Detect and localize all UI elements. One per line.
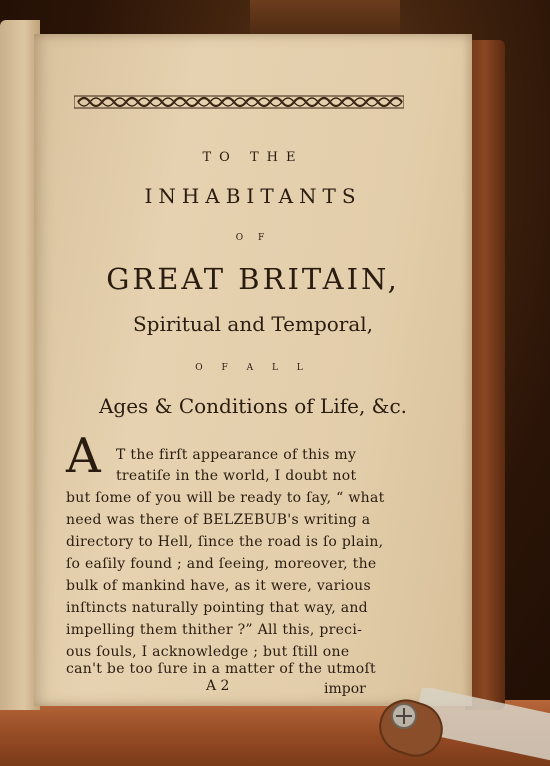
decorative-headpiece: [74, 92, 404, 112]
text-line: but ſome of you will be ready to ſay, “ what: [66, 490, 385, 506]
heading-ages-conditions: Ages & Conditions of Life, &c.: [98, 394, 408, 418]
text-line: directory to Hell, ſince the road is ſo plain,: [66, 534, 384, 550]
text-line: impelling them thither ?” All this, preci-: [66, 622, 363, 638]
page-clip-holder: [376, 688, 550, 766]
page-signature: A 2: [206, 678, 230, 694]
text-line: treatiſe in the world, I doubt not: [116, 468, 357, 484]
text-line: bulk of mankind have, as it were, various: [66, 578, 371, 594]
heading-of-all: O F A L L: [195, 363, 311, 373]
text-line: inſtincts naturally pointing that way, and: [66, 600, 368, 616]
heading-great-britain: GREAT BRITAIN,: [106, 262, 400, 296]
drop-cap: A: [66, 428, 101, 484]
heading-inhabitants: INHABITANTS: [144, 184, 362, 208]
catchword: impor: [324, 681, 366, 697]
heading-spiritual-temporal: Spiritual and Temporal,: [132, 312, 374, 336]
text-line: T the firſt appearance of this my: [116, 447, 357, 463]
heading-to-the: TO THE: [202, 150, 304, 165]
text-line: need was there of BELZEBUB's writing a: [66, 512, 371, 528]
heading-of: O F: [235, 233, 271, 243]
text-line: ſo eaſily found ; and ſeeing, moreover, the: [66, 556, 377, 572]
title-page: [34, 34, 472, 706]
text-line: can't be too ſure in a matter of the utmoſt: [66, 661, 376, 677]
text-line: ous ſouls, I acknowledge ; but ſtill one: [66, 644, 350, 660]
